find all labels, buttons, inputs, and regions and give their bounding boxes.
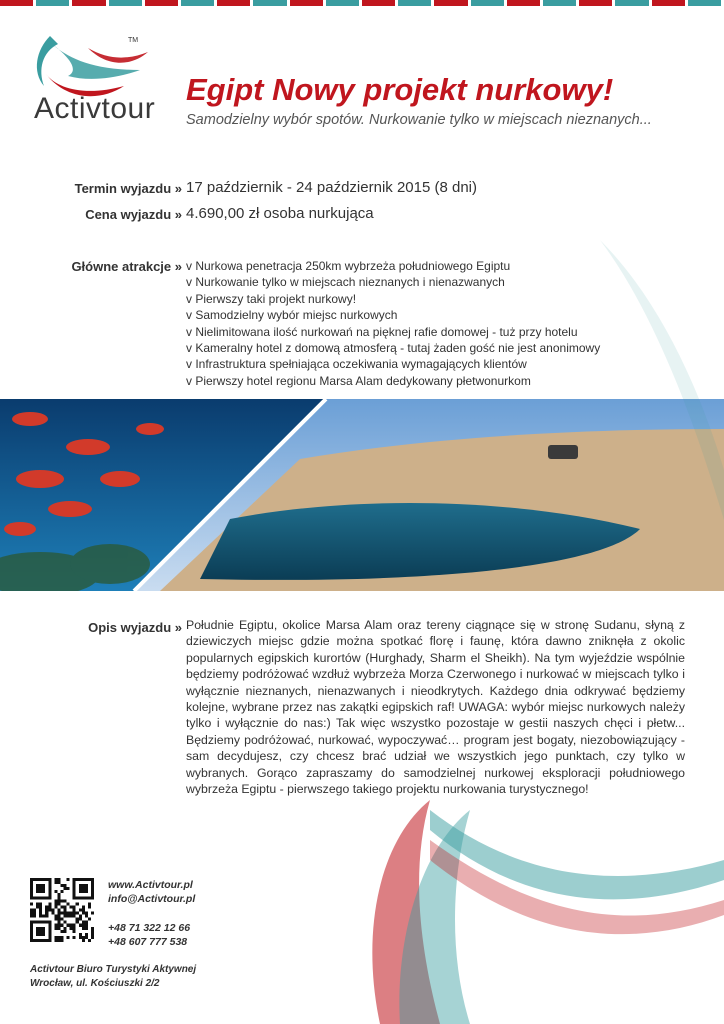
phone-1: +48 71 322 12 66 [108,922,191,934]
car [548,445,578,459]
price-label: Cena wyjazdu » [85,207,182,222]
egypt-photo-banner [0,399,724,591]
stripe-segment [507,0,540,6]
stripe-segment [181,0,214,6]
list-item: v Pierwszy hotel regionu Marsa Alam dedykowany płetwonurkom [186,373,531,388]
qr-code[interactable] [30,878,94,942]
stripe-segment [145,0,178,6]
description-text: Południe Egiptu, okolice Marsa Alam oraz tereny ciągnące się w stronę Sudanu, słyną z dziewiczych miejsc gdzie można spotkać florę i faunę, która dawno zniknęła z okolic popularnych egipskich kurortów (Hurghady, Sharm el Sheikh). Na tym wyjeździe wspólnie będziemy podróżować wzdłuż wybrzeża Morza Czerwonego i nurkować w miejscach tylko i wyłącznie nieznanych, nienazwanych i nieodkrytych. Każdego dnia odkrywać będziemy kolejne, wybrane przez nas zakątki egipskich raf! UWAGA: wybór miejsc nurkowych należy tylko i wyłącznie do nas:) Tak więc wszystko pozostaje w gestii naszych chęci i płetw... Będziemy podróżować, nurkować, wypoczywać… program jest bogaty, niezobowiązujący - sam decydujesz, czy chcesz brać udział we wszystkich jego punktach, czy tylko w wybranych. Gorąco zapraszamy do samodzielnej nurkowej eksploracji południowego wybrzeża Egiptu - pierwszego takiego projektu nurkowania turystycznego! [186,618,685,797]
page-title: Egipt Nowy projekt nurkowy! [186,72,614,107]
list-item: v Infrastruktura spełniająca oczekiwania wymagających klientów [186,357,527,372]
stripe-segment [36,0,69,6]
stripe-segment [398,0,431,6]
attractions-list [186,258,600,389]
stripe-segment [253,0,286,6]
stripe-segment [579,0,612,6]
stripe-segment [326,0,359,6]
page-subtitle: Samodzielny wybór spotów. Nurkowanie tylko w miejscach nieznanych... [186,112,652,128]
stripe-segment [0,0,33,6]
trademark-mark: TM [128,37,139,44]
stripe-segment [688,0,721,6]
list-item: v Samodzielny wybór miejsc nurkowych [186,308,398,323]
stripe-segment [652,0,685,6]
list-item: v Kameralny hotel z domową atmosferą - tutaj żaden gość nie jest anonimowy [186,341,601,356]
stripe-segment [72,0,105,6]
stripe-segment [543,0,576,6]
stripe-segment [615,0,648,6]
email-link[interactable]: info@Activtour.pl [108,893,196,905]
company-address: Wrocław, ul. Kościuszki 2/2 [30,978,160,989]
phone-2: +48 607 777 538 [108,936,188,948]
attractions-label: Główne atrakcje » [71,259,182,274]
brand-name: Activtour [34,92,156,125]
term-value: 17 październik - 24 październik 2015 (8 dni) [186,179,477,196]
list-item: v Nurkowa penetracja 250km wybrzeża południowego Egiptu [186,259,511,273]
description-label: Opis wyjazdu » [88,620,182,635]
stripe-segment [434,0,467,6]
top-stripe-bar [0,0,724,6]
company-name: Activtour Biuro Turystyki Aktywnej [30,964,197,975]
stripe-segment [362,0,395,6]
stripe-segment [217,0,250,6]
stripe-segment [471,0,504,6]
stripe-segment [109,0,142,6]
website-link[interactable]: www.Activtour.pl [108,879,193,891]
price-value: 4.690,00 zł osoba nurkująca [186,205,374,222]
stripe-segment [290,0,323,6]
list-item: v Nielimitowana ilość nurkowań na pięknej rafie domowej - tuż przy hotelu [186,324,578,339]
term-label: Termin wyjazdu » [74,181,182,196]
list-item: v Nurkowanie tylko w miejscach nieznanych i nienazwanych [186,275,505,290]
list-item: v Pierwszy taki projekt nurkowy! [186,291,357,306]
